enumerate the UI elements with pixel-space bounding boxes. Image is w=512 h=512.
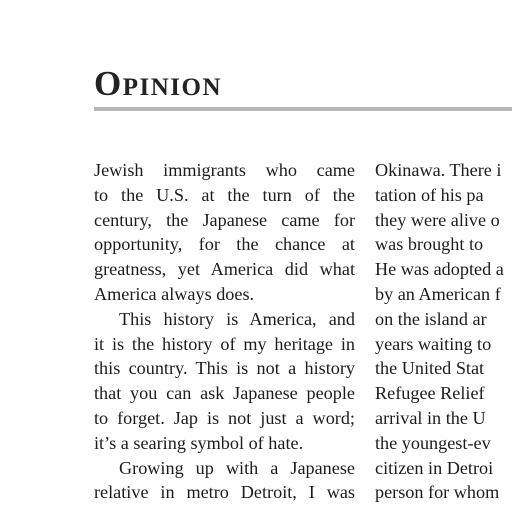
text-line: tation of his pa (375, 184, 484, 205)
text-line: it’s a searing symbol of hate. (94, 432, 304, 453)
text-line: the youngest-ev (375, 432, 491, 453)
text-line: America always does. (94, 283, 255, 304)
text-line: person for whom (375, 482, 500, 503)
text-line: it is the history of my heritage in (94, 333, 355, 354)
left-text-column (94, 158, 355, 505)
text-line: to the U.S. at the turn of the (94, 184, 355, 205)
text-line: they were alive o (375, 209, 500, 230)
text-line: was brought to (375, 234, 484, 255)
text-line: He was adopted a (375, 259, 504, 280)
right-text-column (375, 158, 512, 505)
text-line: to forget. Jap is not just a word; (94, 407, 355, 428)
text-line: this country. This is not a history (94, 358, 355, 379)
text-line: This history is America, and (119, 308, 355, 329)
text-line: century, the Japanese came for (94, 209, 355, 230)
text-line: the United Stat (375, 358, 485, 379)
text-line: Refugee Relief (375, 383, 485, 404)
text-line: Okinawa. There i (375, 160, 502, 180)
text-line: relative in metro Detroit, I was (94, 482, 355, 503)
text-line: on the island ar (375, 308, 487, 329)
text-line: citizen in Detroi (375, 457, 494, 478)
text-line: greatness, yet America did what (94, 259, 355, 280)
text-line: arrival in the U (375, 407, 486, 428)
text-line: years waiting to (375, 333, 492, 354)
text-line: opportunity, for the chance at (94, 234, 355, 255)
text-line: Growing up with a Japanese (119, 457, 355, 478)
title-rule (94, 107, 512, 111)
text-line: by an American f (375, 283, 501, 304)
text-line: that you can ask Japanese people (94, 383, 355, 404)
section-title: Opinion (94, 64, 223, 103)
text-line: Jewish immigrants who came (94, 160, 355, 180)
